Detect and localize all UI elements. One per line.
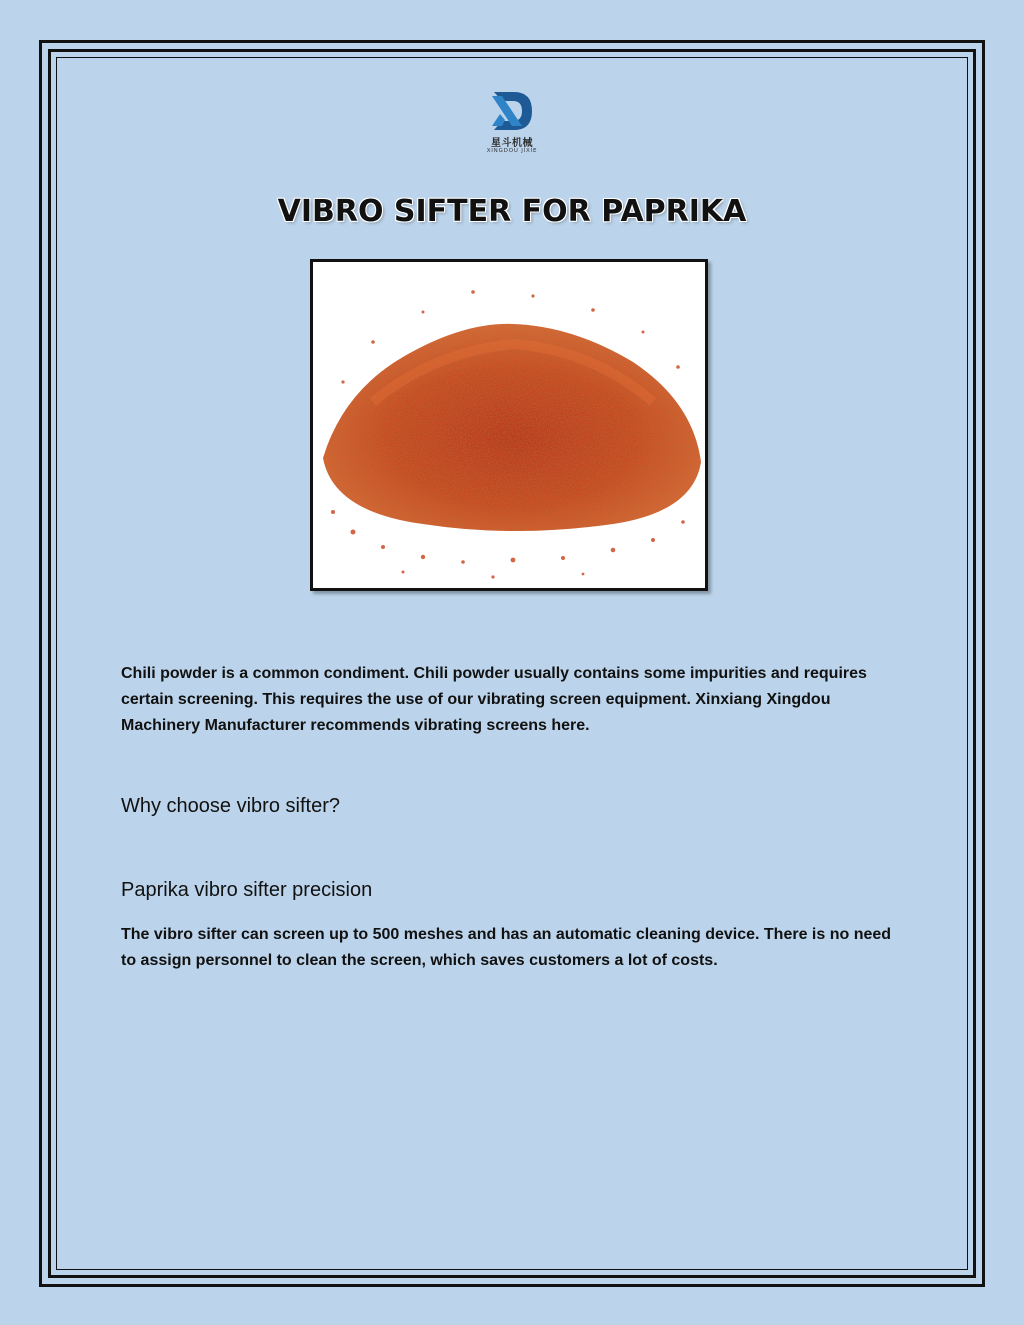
company-logo: [480, 88, 544, 158]
product-photo: [310, 259, 708, 591]
section-heading-why: Why choose vibro sifter?: [121, 795, 340, 817]
section-heading-precision: Paprika vibro sifter precision: [121, 879, 373, 901]
chili-powder-pile-icon: [313, 262, 705, 588]
page-title: VIBRO SIFTER FOR PAPRIKA: [277, 194, 747, 229]
logo-name: 星斗机械: [491, 138, 533, 149]
logo-subtitle: XINGDOU JIXIE: [486, 148, 538, 154]
precision-paragraph: The vibro sifter can screen up to 500 meshes and has an automatic cleaning device. There is no need to assign personnel to clean the screen, which saves customers a lot of costs.: [121, 926, 892, 969]
intro-paragraph: Chili powder is a common condiment. Chili powder usually contains some impurities and requires certain screening. This requires the use of our vibrating screen equipment. Xinxiang Xingdou Machinery Manufacturer recommends vibrating screens here.: [121, 665, 867, 734]
xingdou-logo-icon: [480, 88, 544, 134]
